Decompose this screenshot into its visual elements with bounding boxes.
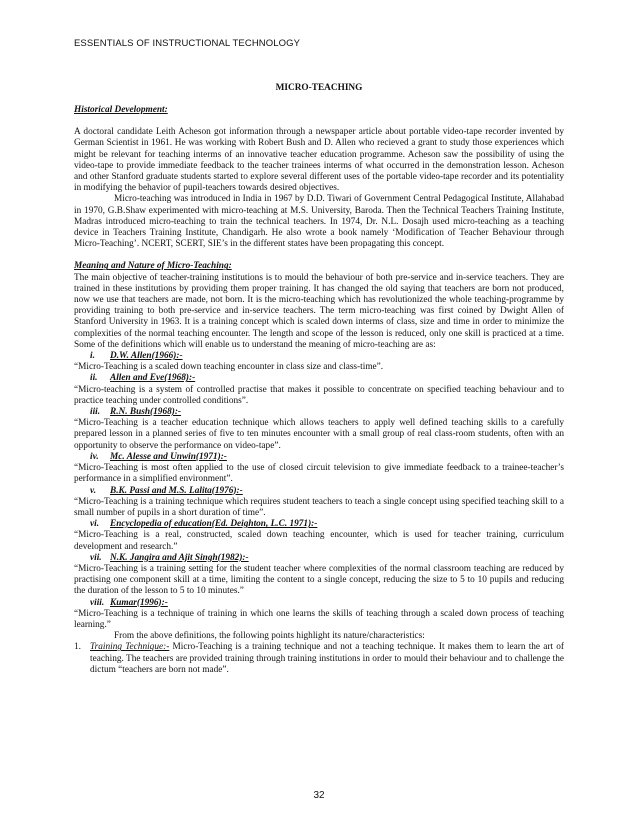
- running-header: ESSENTIALS OF INSTRUCTIONAL TECHNOLOGY: [74, 38, 301, 49]
- historical-paragraph-2: Micro-teaching was introduced in India in 1967 by D.D. Tiwari of Government Central Pedagogical Institute, Allahabad in 1970, G.B.Shaw experimented with micro-teaching at M.S. University, Baroda. Then the Technical Teachers Training Institute, Madras introduced micro-teaching to train the technical teachers. In 1974, Dr. N.L. Dosajh used micro-teaching as a teaching device in Teachers Training Institute, Chandigarh. He also wrote a book namely ‘Modification of Teacher Behaviour through Micro-Teaching’. NCERT, SCERT, SIE’s in the different states have been propagating this concept.: [74, 194, 564, 250]
- definition-author: Allen and Eve(1968):-: [110, 373, 196, 384]
- definition-heading: [90, 553, 564, 564]
- definition-author: R.N. Bush(1968):-: [110, 407, 182, 418]
- definition-author: D.W. Allen(1966):-: [110, 351, 183, 362]
- definition-author: B.K. Passi and M.S. Lalita(1976):-: [110, 485, 243, 496]
- definition-quote: “Micro-Teaching is a real, constructed, scaled down teaching encounter, which is used for teacher training, curriculum development and research.”: [74, 530, 564, 552]
- definition-number: vii.: [90, 552, 102, 563]
- definition-author: N.K. Jangira and Ajit Singh(1982):-: [110, 552, 249, 563]
- page-number: 32: [313, 790, 325, 801]
- definition-heading: [90, 519, 564, 530]
- list-item-text: [90, 642, 564, 676]
- definitions-list: [74, 351, 564, 631]
- definition-quote: “Micro-Teaching is most often applied to the use of closed circuit television to give immediate feedback to a trainee-teacher’s performance in a simplified environment”.: [74, 463, 564, 485]
- meaning-paragraph: The main objective of teacher-training institutions is to mould the behaviour of both pre-service and in-service teachers. They are trained in these institutions by providing them proper training. It has changed the old saying that teachers are born not produced, now we use that teachers are made, not born. It is the micro-teaching which has revolutionized the whole teaching-programme by providing training to both pre-service and in-service teachers. The term micro-teaching was first coined by Dwight Allen of Stanford University in 1963. It is a training concept which is scaled down interms of class, size and time in order to minimize the complexities of the normal teaching encounter. The length and scope of the lesson is reduced, only one skill is practiced at a time. Some of the definitions which will enable us to understand the meaning of micro-teaching are as:: [74, 272, 564, 350]
- definition-heading: [90, 598, 564, 609]
- definition-heading: [90, 486, 564, 497]
- list-item-number: 1.: [74, 642, 81, 653]
- characteristics-intro: From the above definitions, the following points highlight its nature/characteristics:: [114, 631, 425, 642]
- definition-quote: “Micro-Teaching is a training technique which requires student teachers to teach a single concept using specified teaching skill to a small number of pupils in a short duration of time”.: [74, 496, 564, 518]
- definition-number: vi.: [90, 519, 100, 530]
- spacer: [74, 116, 564, 127]
- definition-number: ii.: [90, 373, 98, 384]
- list-item-body: Micro-Teaching is a training technique and not a teaching technique. It makes them to learn the art of teaching. The teachers are provided training through training institutions in order to mould their behaviour and to challenge the dictum “teachers are born not made”.: [90, 642, 564, 675]
- definition-quote: “Micro-Teaching is a training setting for the student teacher where complexities of the normal classroom teaching are reduced by practising one component skill at a time, limiting the content to a single concept, reducing the size to 5 to 10 pupils and reducing the duration of the lesson to 5 to 10 minutes.”: [74, 563, 564, 597]
- definition-number: v.: [90, 485, 97, 496]
- definition-quote: “Micro-teaching is a system of controlled practise that makes it possible to concentrate on specified teaching behaviour and to practice teaching under controlled conditions”.: [74, 384, 564, 406]
- definition-heading: [90, 407, 564, 418]
- definition-number: viii.: [90, 597, 105, 608]
- historical-heading: Historical Development:: [74, 105, 168, 115]
- definition-quote: “Micro-Teaching is a teacher education technique which allows teachers to apply well defined teaching skills to a carefully prepared lesson in a planned series of five to ten minutes encounter with a small group of real class-room students, often with an opportunity to observe the performance on video-tape”.: [74, 418, 564, 451]
- spacer: [74, 250, 564, 261]
- definition-number: iii.: [90, 407, 101, 418]
- list-item: [74, 642, 564, 676]
- meaning-heading: Meaning and Nature of Micro-Teaching:: [74, 261, 232, 272]
- definition-quote: “Micro-Teaching is a technique of training in which one learns the skills of teaching through a scaled down process of teaching learning.”: [74, 608, 564, 630]
- definition-quote: “Micro-Teaching is a scaled down teaching encounter in class size and class-time”.: [74, 362, 384, 373]
- list-item-term: Training Technique:-: [90, 642, 170, 653]
- definition-heading: [90, 373, 564, 384]
- definition-number: iv.: [90, 451, 99, 462]
- definition-author: Encyclopedia of education(Ed. Deighton, L.C. 1971):-: [110, 519, 318, 530]
- definition-heading: [90, 351, 564, 362]
- definition-author: Mc. Alesse and Unwin(1971):-: [110, 451, 227, 462]
- historical-paragraph-1: A doctoral candidate Leith Acheson got information through a newspaper article about portable video-tape recorder invented by German Scientist in 1961. He was working with Robert Bush and D. Allen who recieved a grant to study those experiences which might be relevant for teaching interms of an innovative teacher education programme. Acheson saw the possibility of using the video-tape to provide immediate feedback to the teacher trainees interms of what occurred in the demonstration lesson. Acheson and other Stanford graduate students started to explore several different uses of the portable video-tape recorder and its potentiality in modifying the behavior of pupil-teachers towards desired objectives.: [74, 127, 564, 194]
- definition-author: Kumar(1996):-: [110, 597, 168, 608]
- document-title: MICRO-TEACHING: [275, 83, 363, 93]
- definition-heading: [90, 452, 564, 463]
- definition-number: i.: [90, 351, 95, 362]
